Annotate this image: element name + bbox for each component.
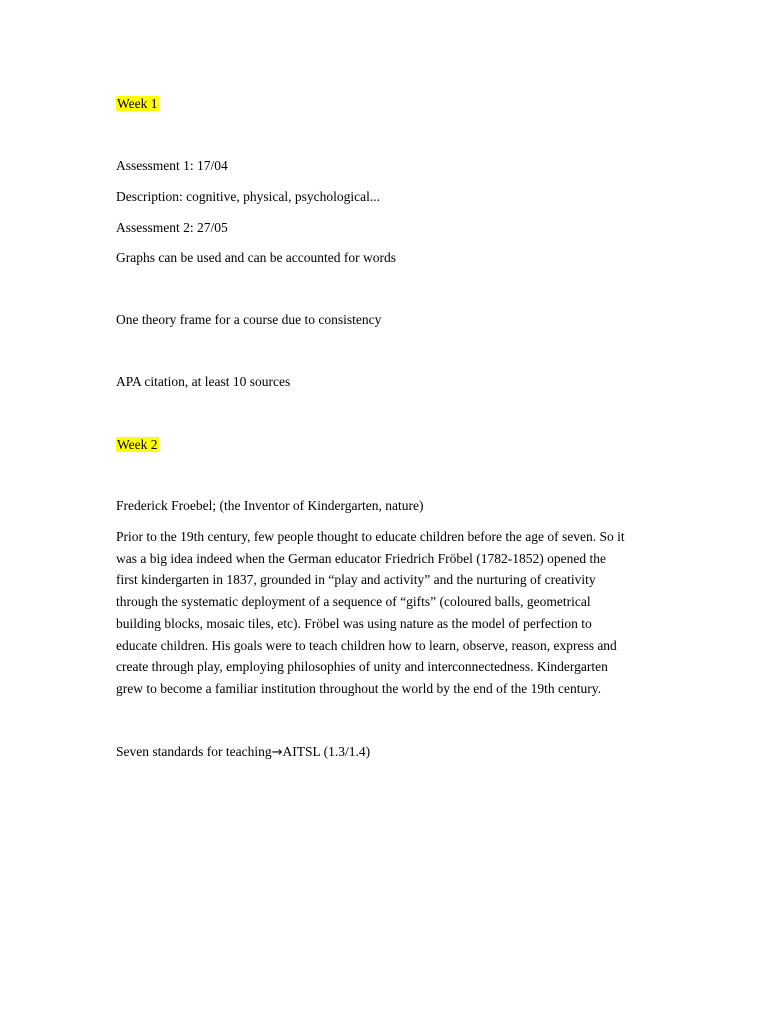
froebel-paragraph (116, 526, 661, 700)
assessment-1-line: Assessment 1: 17/04 (116, 158, 228, 173)
paragraph-line: grew to become a familiar institution throughout the world by the end of the 19th century. (116, 680, 602, 696)
paragraph-line: was a big idea indeed when the German educator Friedrich Fröbel (1782-1852) opened the (116, 550, 606, 566)
week-2-highlight: Week 2 (117, 437, 158, 452)
standards-suffix: AITSL (1.3/1.4) (282, 744, 371, 759)
week-2-heading (116, 436, 159, 454)
paragraph-line: educate children. His goals were to teach children how to learn, observe, reason, express and (116, 637, 617, 653)
paragraph-line: first kindergarten in 1837, grounded in “play and activity” and the nurturing of creativity (116, 572, 596, 588)
paragraph-line: Prior to the 19th century, few people thought to educate children before the age of seven. So it (116, 529, 625, 544)
right-arrow-icon: → (271, 745, 283, 760)
standards-line (116, 743, 370, 762)
standards-prefix: Seven standards for teaching (116, 744, 272, 759)
week-1-highlight: Week 1 (117, 96, 158, 111)
apa-citation-line: APA citation, at least 10 sources (116, 374, 291, 389)
description-line: Description: cognitive, physical, psychological... (116, 189, 380, 204)
paragraph-line: building blocks, mosaic tiles, etc). Fröbel was using nature as the model of perfection to (116, 615, 592, 631)
froebel-subject-line: Frederick Froebel; (the Inventor of Kindergarten, nature) (116, 498, 424, 513)
assessment-2-line: Assessment 2: 27/05 (116, 220, 228, 235)
graphs-note-line: Graphs can be used and can be accounted for words (116, 250, 397, 265)
theory-frame-line: One theory frame for a course due to consistency (116, 312, 382, 327)
week-1-heading (116, 95, 159, 113)
paragraph-line: create through play, employing philosophies of unity and interconnectedness. Kindergarten (116, 659, 608, 675)
paragraph-line: through the systematic deployment of a sequence of “gifts” (coloured balls, geometrical (116, 594, 591, 610)
